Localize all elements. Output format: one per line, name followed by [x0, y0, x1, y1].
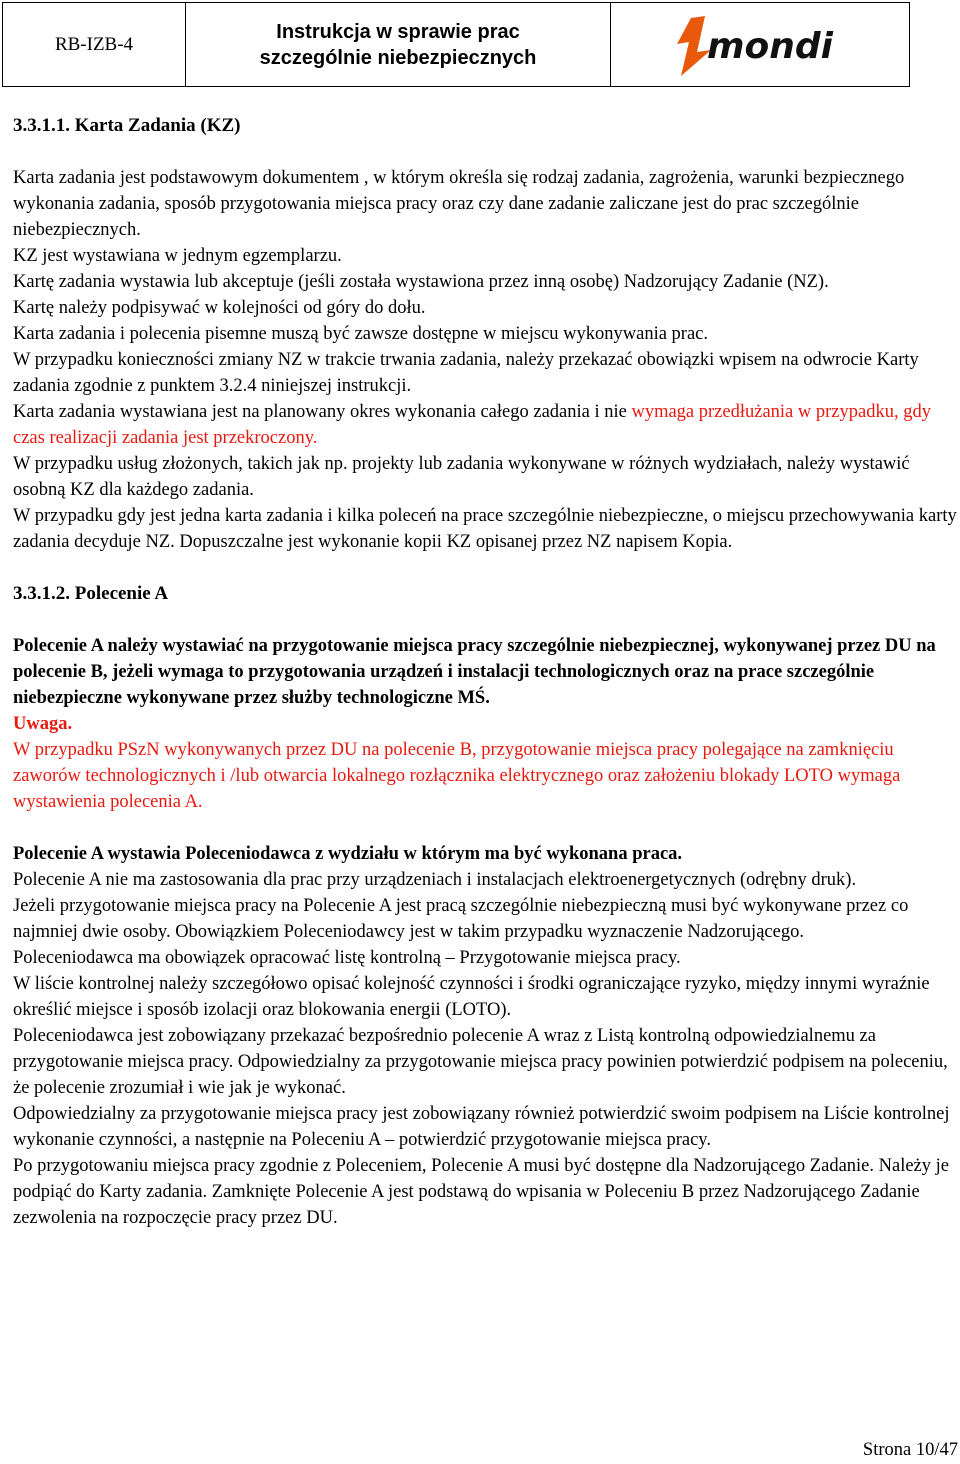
doc-title-line2: szczególnie niebezpiecznych [259, 46, 537, 69]
polecenie-a-paragraph-5: Poleceniodawca jest zobowiązany przekazać bezpośrednio polecenie A wraz z Listą kontrolną odpowiedzialnemu za przygotowanie miejsca pracy. Odpowiedzialny za przygotowanie miejsca pracy powinien potwierdzić podpisem na poleceniu, że polecenie zrozumiał i wie jak je wykonać. [13, 1026, 948, 1098]
note-text: W przypadku PSzN wykonywanych przez DU na polecenie B, przygotowanie miejsca pracy polegające na zamknięciu zaworów technologicznych i /lub otwarcia lokalnego rozłącznika elektrycznego oraz założeniu blokady LOTO wymaga wystawienia polecenia A. [13, 740, 901, 812]
kz-paragraph-7-text: Karta zadania wystawiana jest na planowany okres wykonania całego zadania i nie [13, 402, 632, 422]
polecenie-a-paragraph-6: Odpowiedzialny za przygotowanie miejsca pracy jest zobowiązany również potwierdzić swoim podpisem na Liście kontrolnej wykonanie czynności, a następnie na Poleceniu A – potwierdzić przygotowanie miejsca pracy. [13, 1104, 950, 1150]
polecenie-a-issuer: Polecenie A wystawia Poleceniodawca z wydziału w którym ma być wykonana praca. [13, 844, 683, 864]
kz-paragraph-3: Kartę zadania wystawia lub akceptuje (jeśli została wystawiona przez inną osobę) Nadzorujący Zadanie (NZ). [13, 272, 829, 292]
polecenie-a-paragraph-2: Jeżeli przygotowanie miejsca pracy na Polecenie A jest pracą szczególnie niebezpieczną musi być wykonywane przez co najmniej dwie osoby. Obowiązkiem Poleceniodawcy jest w takim przypadku wyznaczenie Nadzorującego. [13, 896, 909, 942]
kz-paragraph-8: W przypadku usług złożonych, takich jak np. projekty lub zadania wykonywane w różnych wydziałach, należy wystawić osobną KZ dla każdego zadania. [13, 454, 910, 500]
polecenie-a-paragraph-4: W liście kontrolnej należy szczegółowo opisać kolejność czynności i środki ograniczające ryzyko, między innymi wyraźnie określić miejsce i sposób izolacji oraz blokowania energii (LOTO). [13, 974, 930, 1020]
document-header [2, 2, 910, 87]
polecenie-a-intro: Polecenie A należy wystawiać na przygotowanie miejsca pracy szczególnie niebezpiecznej, wykonywanej przez DU na polecenie B, jeżeli wymaga to przygotowania urządzeń i instalacji technologicznych oraz na prace szczególnie niebezpieczne wykonywane przez służby technologiczne MŚ. [13, 636, 936, 708]
mondi-logo [611, 3, 909, 86]
note-label: Uwaga. [13, 714, 73, 734]
kz-paragraph-2: KZ jest wystawiana w jednym egzemplarzu. [13, 246, 342, 266]
doc-title [186, 3, 611, 86]
kz-paragraph-5: Karta zadania i polecenia pisemne muszą być zawsze dostępne w miejscu wykonywania prac. [13, 324, 709, 344]
doc-title-line1: Instrukcja w sprawie prac [276, 20, 520, 43]
doc-code: RB-IZB-4 [3, 3, 186, 86]
section-heading-kz: 3.3.1.1. Karta Zadania (KZ) [13, 115, 241, 136]
document-body [13, 113, 958, 1231]
kz-paragraph-4: Kartę należy podpisywać w kolejności od góry do dołu. [13, 298, 426, 318]
kz-paragraph-6: W przypadku konieczności zmiany NZ w trakcie trwania zadania, należy przekazać obowiązki wpisem na odwrocie Karty zadania zgodnie z punktem 3.2.4 niniejszej instrukcji. [13, 350, 919, 396]
kz-paragraph-1: Karta zadania jest podstawowym dokumentem , w którym określa się rodzaj zadania, zagrożenia, warunki bezpiecznego wykonania zadania, sposób przygotowania miejsca pracy oraz czy dane zadanie zaliczane jest do prac szczególnie niebezpiecznych. [13, 168, 905, 240]
logo-wordmark: mondi [707, 25, 833, 67]
polecenie-a-paragraph-3: Poleceniodawca ma obowiązek opracować listę kontrolną – Przygotowanie miejsca pracy. [13, 948, 681, 968]
kz-paragraph-7 [13, 399, 958, 451]
mondi-logo-icon [671, 12, 849, 78]
section-heading-polecenie-a: 3.3.1.2. Polecenie A [13, 583, 169, 604]
logo-flame-shape [677, 16, 711, 76]
kz-paragraph-9: W przypadku gdy jest jedna karta zadania i kilka poleceń na prace szczególnie niebezpieczne, o miejscu przechowywania karty zadania decyduje NZ. Dopuszczalne jest wykonanie kopii KZ opisanej przez NZ napisem Kopia. [13, 506, 957, 552]
polecenie-a-paragraph-1: Polecenie A nie ma zastosowania dla prac przy urządzeniach i instalacjach elektroenergetycznych (odrębny druk). [13, 870, 857, 890]
page-number: Strona 10/47 [862, 1440, 958, 1460]
kz-paragraph-7-highlight: wymaga przedłużania w przypadku, gdy czas realizacji zadania jest przekroczony. [13, 402, 931, 448]
polecenie-a-paragraph-7: Po przygotowaniu miejsca pracy zgodnie z Poleceniem, Polecenie A musi być dostępne dla Nadzorującego Zadanie. Należy je podpiąć do Karty zadania. Zamknięte Polecenie A jest podstawą do wpisania w Poleceniu B przez Nadzorującego Zadanie zezwolenia na rozpoczęcie pracy przez DU. [13, 1156, 949, 1228]
